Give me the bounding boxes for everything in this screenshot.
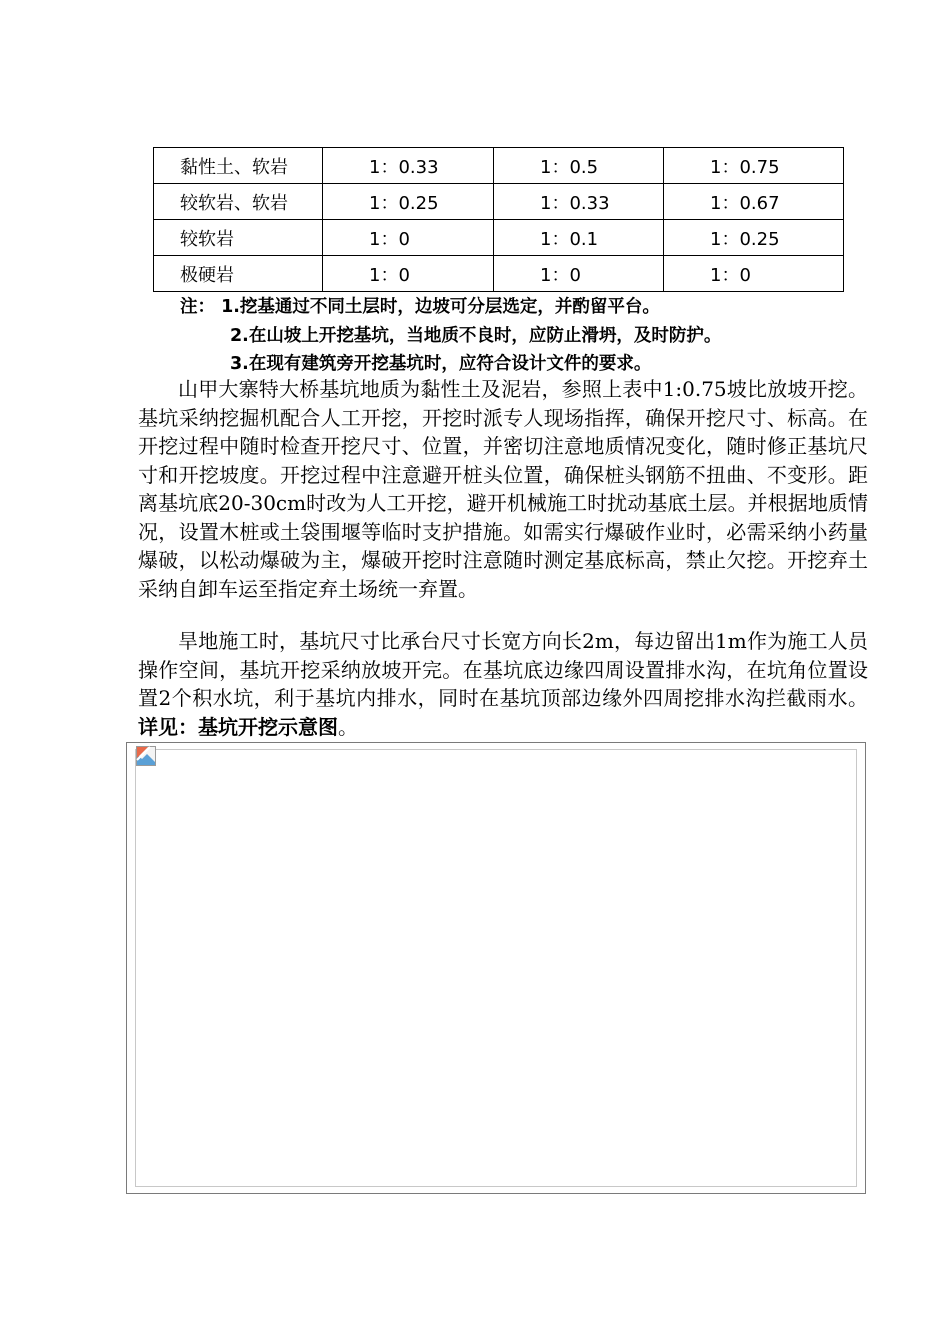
excavation-paragraph: 山甲大寨特大桥基坑地质为黏性土及泥岩，参照上表中1:0.75坡比放坡开挖。基坑采纳挖掘机配合人工开挖，开挖时派专人现场指挥，确保开挖尺寸、标高。在开挖过程中随时检查开挖尺寸、位置，并密切注意地质情况变化，随时修正基坑尺寸和开挖坡度。开挖过程中注意避开桩头位置，确保桩头钢筋不扭曲、不变形。距离基坑底20-30cm时改为人工开挖，避开机械施工时扰动基底土层。并根据地质情况，设置木桩或土袋围堰等临时支护措施。如需实行爆破作业时，必需采纳小药量爆破，以松动爆破为主，爆破开挖时注意随时测定基底标高，禁止欠挖。开挖弃土采纳自卸车运至指定弃土场统一弃置。 <box>138 377 868 601</box>
slope-ratio-cell: 1：0.1 <box>494 220 664 256</box>
slope-ratio-cell: 1：0.5 <box>494 148 664 184</box>
slope-ratio-cell: 1：0.25 <box>664 220 844 256</box>
note-text: 在山坡上开挖基坑，当地质不良时，应防止滑坍，及时防护。 <box>248 326 722 346</box>
slope-ratio-cell: 1：0 <box>664 256 844 292</box>
note-number: 1. <box>221 297 240 317</box>
paragraph-text: 旱地施工时，基坑尺寸比承台尺寸长宽方向长2m，每边留出1m作为施工人员操作空间，基坑开挖采纳放坡开完。在基坑底边缘四周设置排水沟，在坑角位置设置2个积水坑，利于基坑内排水，同时在基坑顶部边缘外四周挖排水沟拦截雨水。 <box>138 629 868 710</box>
broken-image-icon <box>136 746 156 766</box>
slope-ratio-cell: 1：0.33 <box>323 148 494 184</box>
figure-reference: 详见：基坑开挖示意图 <box>138 714 338 739</box>
table-row <box>154 148 844 184</box>
slope-ratio-cell: 1：0.75 <box>664 148 844 184</box>
note-text: 挖基通过不同土层时，边坡可分层选定，并酌留平台。 <box>239 297 660 317</box>
slope-ratio-cell: 1：0 <box>323 220 494 256</box>
slope-ratio-cell: 1：0.33 <box>494 184 664 220</box>
table-row <box>154 220 844 256</box>
figure-inner-frame <box>135 749 857 1187</box>
excavation-diagram-placeholder <box>126 742 866 1194</box>
slope-ratio-cell: 1：0 <box>494 256 664 292</box>
note-number: 2. <box>230 326 249 346</box>
table-row <box>154 256 844 292</box>
soil-type-cell: 极硬岩 <box>154 256 323 292</box>
note-number: 3. <box>230 354 249 374</box>
note-label: 注： <box>180 297 215 317</box>
note-text: 在现有建筑旁开挖基坑时，应符合设计文件的要求。 <box>248 354 652 374</box>
table-row <box>154 184 844 220</box>
soil-type-cell: 较软岩 <box>154 220 323 256</box>
soil-type-cell: 较软岩、软岩 <box>154 184 323 220</box>
slope-ratio-cell: 1：0.67 <box>664 184 844 220</box>
slope-ratio-table <box>153 147 844 292</box>
paragraph-end: 。 <box>338 714 358 739</box>
table-note-2 <box>230 322 721 347</box>
slope-ratio-cell: 1：0 <box>323 256 494 292</box>
table-note-1 <box>180 293 660 318</box>
dry-land-paragraph <box>138 627 868 741</box>
table-note-3 <box>230 350 651 375</box>
soil-type-cell: 黏性土、软岩 <box>154 148 323 184</box>
slope-ratio-cell: 1：0.25 <box>323 184 494 220</box>
